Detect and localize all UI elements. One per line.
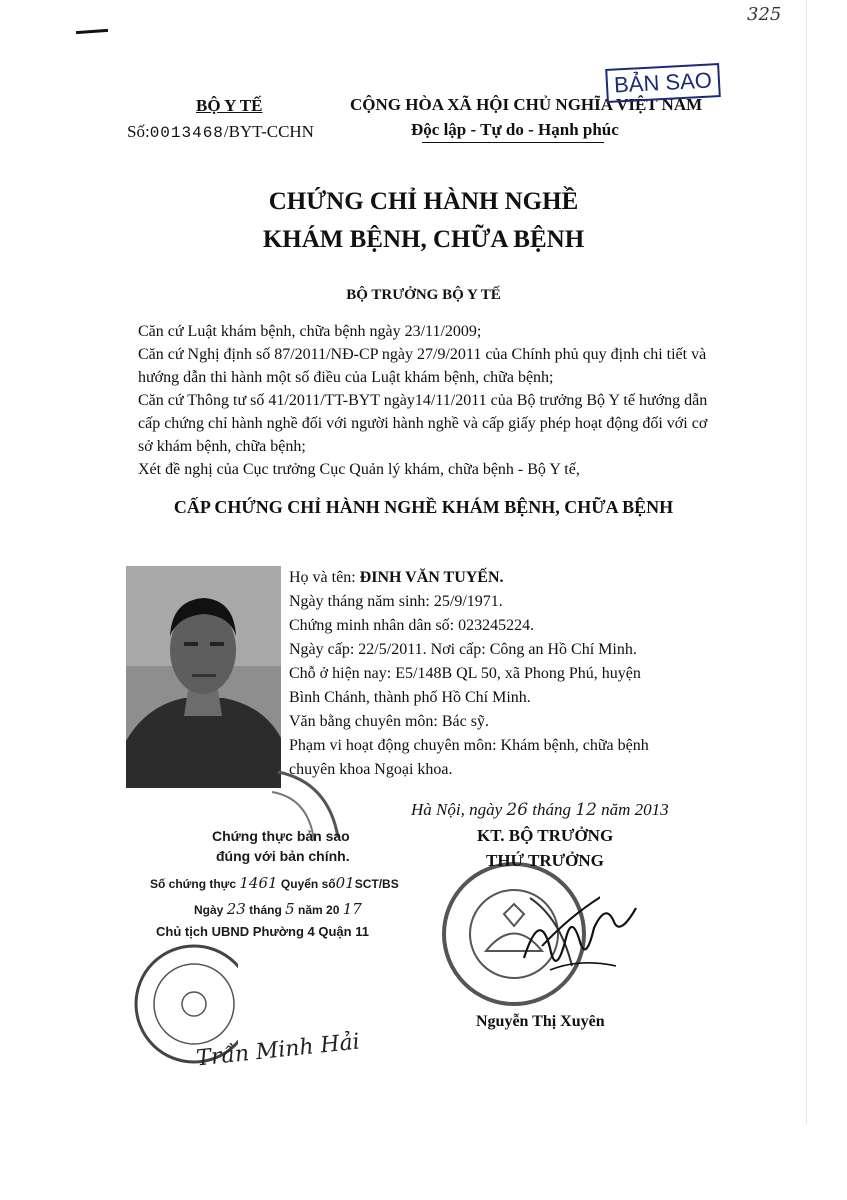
holder-dob: Ngày tháng năm sinh: 25/9/1971. — [289, 593, 503, 610]
signature-scribble — [520, 888, 640, 988]
cert-month-label: tháng — [249, 903, 282, 917]
cert-number-value: 1461 — [239, 874, 278, 892]
cert-day: 23 — [226, 900, 246, 918]
cert-year: 17 — [342, 900, 362, 918]
national-motto: Độc lập - Tự do - Hạnh phúc — [411, 120, 619, 139]
certifier-title: Chủ tịch UBND Phường 4 Quận 11 — [156, 924, 369, 939]
certification-line2: đúng với bản chính. — [216, 848, 350, 864]
holder-address: Chỗ ở hiện nay: E5/148B QL 50, xã Phong Phú, huyện — [289, 665, 641, 682]
portrait-illustration — [126, 566, 281, 788]
cert-month: 5 — [285, 900, 295, 918]
country-name: CỘNG HÒA XÃ HỘI CHỦ NGHĨA VIỆT NAM — [350, 95, 703, 114]
document-number-value: 0013468 — [149, 124, 224, 142]
holder-degree: Văn bằng chuyên môn: Bác sỹ. — [289, 713, 489, 730]
signer-subtitle: THỨ TRƯỞNG — [486, 851, 604, 870]
cert-book-suffix: SCT/BS — [354, 877, 399, 891]
certifier-signature: Trần Minh Hải — [195, 1029, 361, 1072]
basis-item: Căn cứ Nghị định số 87/2011/NĐ-CP ngày 27/9/2011 của Chính phủ quy định chi tiết và hướng dẫn thi hành một số điều của Luật khám bệnh, chữa bệnh; — [138, 346, 707, 386]
holder-id-issued: Ngày cấp: 22/5/2011. Nơi cấp: Công an Hồ Chí Minh. — [289, 641, 637, 658]
cert-year-label: năm 20 — [298, 903, 340, 917]
basis-item: Căn cứ Thông tư số 41/2011/TT-BYT ngày14/11/2011 của Bộ trưởng Bộ Y tế hướng dẫn cấp chứng chỉ hành nghề đối với người hành nghề và cấp giấy phép hoạt động đối với cơ sở khám bệnh, chữa bệnh; — [138, 392, 708, 455]
page-number: 325 — [747, 4, 782, 25]
document-number-prefix: Số: — [127, 122, 150, 141]
practice-scope-cont: chuyên khoa Ngoại khoa. — [289, 761, 453, 778]
holder-photo — [126, 566, 281, 788]
legal-basis — [138, 320, 718, 481]
issue-day: 26 — [506, 800, 529, 820]
issuer-heading: BỘ TRƯỞNG BỘ Y TẾ — [346, 287, 501, 303]
practice-scope: Phạm vi hoạt động chuyên môn: Khám bệnh, chữa bệnh — [289, 737, 649, 754]
holder-address-cont: Bình Chánh, thành phố Hồ Chí Minh. — [289, 689, 531, 706]
certificate-subtitle: KHÁM BỆNH, CHỮA BỆNH — [262, 226, 585, 253]
issue-month-label: tháng — [528, 800, 576, 819]
issue-year: năm 2013 — [596, 800, 669, 819]
signer-title: KT. BỘ TRƯỞNG — [477, 826, 614, 845]
holder-id-number: Chứng minh nhân dân số: 023245224. — [289, 617, 535, 634]
document-number-suffix: /BYT-CCHN — [223, 122, 314, 141]
cert-day-label: Ngày — [194, 903, 224, 917]
document-number — [127, 122, 314, 142]
copy-stamp: BẢN SAO — [605, 63, 721, 103]
certification-line1: Chứng thực bản sao — [212, 828, 350, 844]
basis-item: Căn cứ Luật khám bệnh, chữa bệnh ngày 23/11/2009; — [138, 323, 482, 340]
cert-book-label: Quyển số — [280, 877, 336, 891]
certification-number — [150, 874, 399, 892]
certification-date — [194, 900, 362, 918]
holder-name-row — [289, 566, 709, 590]
motto-underline — [422, 142, 604, 143]
issuing-organization: BỘ Y TẾ — [196, 96, 263, 115]
grant-heading: CẤP CHỨNG CHỈ HÀNH NGHỀ KHÁM BỆNH, CHỮA BỆNH — [173, 497, 674, 517]
holder-name-label: Họ và tên: — [289, 569, 360, 586]
certificate-title: CHỨNG CHỈ HÀNH NGHỀ — [268, 188, 579, 215]
holder-name: ĐINH VĂN TUYẾN. — [359, 569, 504, 586]
issue-month: 12 — [575, 800, 597, 820]
cert-book-value: 01 — [335, 874, 355, 892]
issue-date-prefix: Hà Nội, ngày — [411, 800, 507, 819]
holder-information — [289, 566, 709, 782]
cert-number-label: Số chứng thực — [150, 877, 237, 891]
signer-name: Nguyễn Thị Xuyên — [476, 1013, 605, 1030]
issue-date — [411, 800, 669, 820]
basis-item: Xét đề nghị của Cục trưởng Cục Quản lý khám, chữa bệnh - Bộ Y tế, — [138, 461, 580, 478]
